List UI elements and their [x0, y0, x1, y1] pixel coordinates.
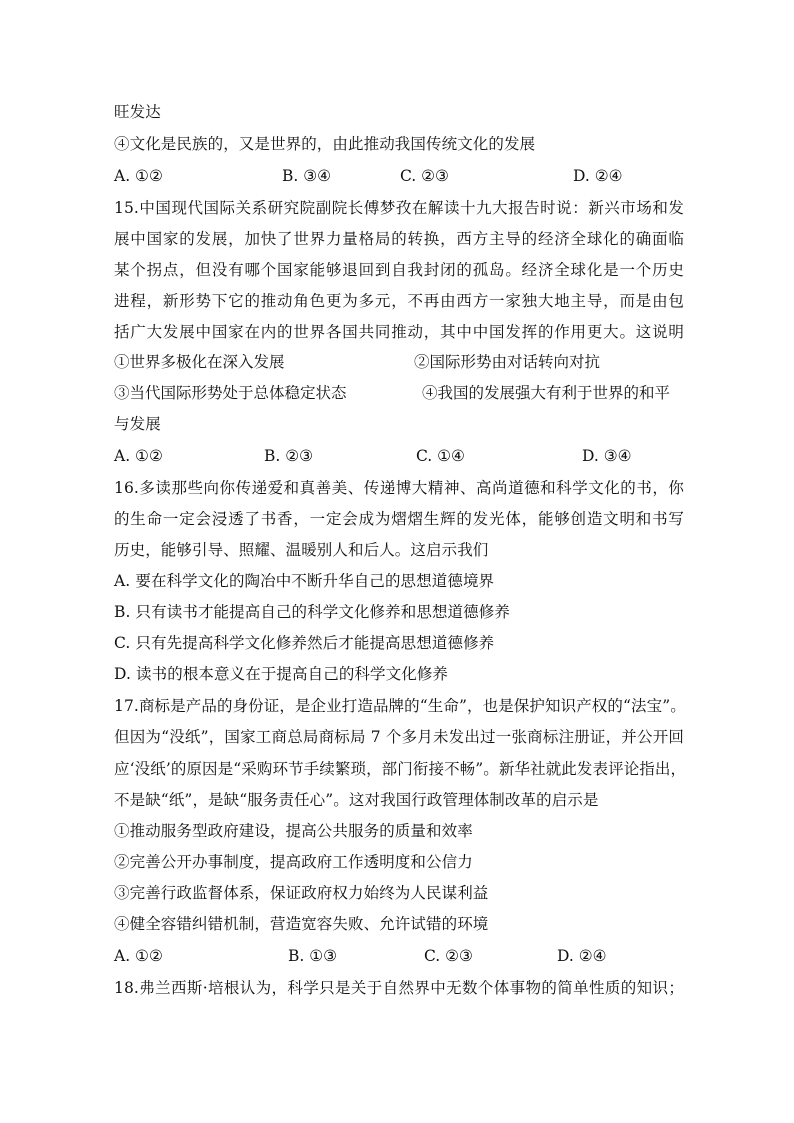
q14-choice-a: A. ①②: [114, 167, 163, 185]
q15-stem-line: 进程，新形势下它的推动角色更为多元，不再由西方一家独大地主导，而是由包: [114, 292, 684, 310]
q14-choice-c: C. ②③: [400, 167, 449, 185]
q17-choice-b: B. ①③: [288, 947, 338, 965]
q14-option4: ④文化是民族的，又是世界的，由此推动我国传统文化的发展: [114, 135, 536, 153]
q15-statement-4-continued: 与发展: [114, 415, 161, 433]
q17-stem-line: 不是缺“纸”，是缺“服务责任心”。这对我国行政管理体制改革的启示是: [114, 791, 599, 809]
q16-stem-line: 16.多读那些向你传递爱和真善美、传递博大精神、高尚道德和科学文化的书，你: [114, 479, 684, 497]
q17-statement-4: ④健全容错纠错机制，营造宽容失败、允许试错的环境: [114, 915, 489, 933]
q15-stem-line: 15.中国现代国际关系研究院副院长傅梦孜在解读十九大报告时说：新兴市场和发: [114, 199, 684, 217]
q17-stem-line: 17.商标是产品的身份证，是企业打造品牌的“生命”，也是保护知识产权的“法宝”。: [114, 697, 686, 715]
q16-stem-line: 历史，能够引导、照耀、温暖别人和后人。这启示我们: [114, 541, 489, 559]
q15-stem-line: 括广大发展中国家在内的世界各国共同推动，其中中国发挥的作用更大。这说明: [114, 323, 684, 341]
q15-statement-4: ④我国的发展强大有利于世界的和平: [422, 384, 671, 402]
q17-choice-d: D. ②④: [557, 947, 607, 965]
q16-choice-d: D. 读书的根本意义在于提高自己的科学文化修养: [114, 665, 449, 683]
q17-choice-a: A. ①②: [114, 947, 163, 965]
q14-option4-continued: 旺发达: [114, 103, 161, 121]
q15-choice-b: B. ②③: [264, 447, 314, 465]
q16-stem-line: 的生命一定会浸透了书香，一定会成为熠熠生辉的发光体，能够创造文明和书写: [114, 510, 684, 528]
q16-choice-b: B. 只有读书才能提高自己的科学文化修养和思想道德修养: [114, 603, 510, 621]
q15-stem-line: 展中国家的发展，加快了世界力量格局的转换，西方主导的经济全球化的确面临: [114, 230, 684, 248]
q15-statement-1: ①世界多极化在深入发展: [114, 353, 285, 371]
q15-statement-2: ②国际形势由对话转向对抗: [414, 353, 601, 371]
q15-choice-a: A. ①②: [114, 447, 163, 465]
q16-choice-c: C. 只有先提高科学文化修养然后才能提高思想道德修养: [114, 634, 495, 652]
q17-choice-c: C. ②③: [424, 947, 473, 965]
q15-statement-3: ③当代国际形势处于总体稳定状态: [114, 384, 347, 402]
q17-statement-2: ②完善公开办事制度，提高政府工作透明度和公信力: [114, 853, 473, 871]
q14-choice-b: B. ③④: [282, 167, 332, 185]
q17-statement-3: ③完善行政监督体系，保证政府权力始终为人民谋利益: [114, 884, 489, 902]
q15-choice-d: D. ③④: [582, 447, 632, 465]
q17-stem-line: 但因为“没纸”，国家工商总局商标局 7 个多月未发出过一张商标注册证，并公开回: [114, 728, 684, 746]
q15-stem-line: 某个拐点，但没有哪个国家能够退回到自我封闭的孤岛。经济全球化是一个历史: [114, 261, 684, 279]
q14-choice-d: D. ②④: [573, 167, 623, 185]
q17-statement-1: ①推动服务型政府建设，提高公共服务的质量和效率: [114, 822, 473, 840]
q17-stem-line: 应‘没纸’的原因是“采购环节手续繁琐，部门衔接不畅”。新华社就此发表评论指出，: [114, 760, 687, 778]
q18-stem-line: 18.弗兰西斯·培根认为，科学只是关于自然界中无数个体事物的简单性质的知识；: [114, 979, 684, 997]
q15-choice-c: C. ①④: [416, 447, 465, 465]
q16-choice-a: A. 要在科学文化的陶冶中不断升华自己的思想道德境界: [114, 572, 495, 590]
